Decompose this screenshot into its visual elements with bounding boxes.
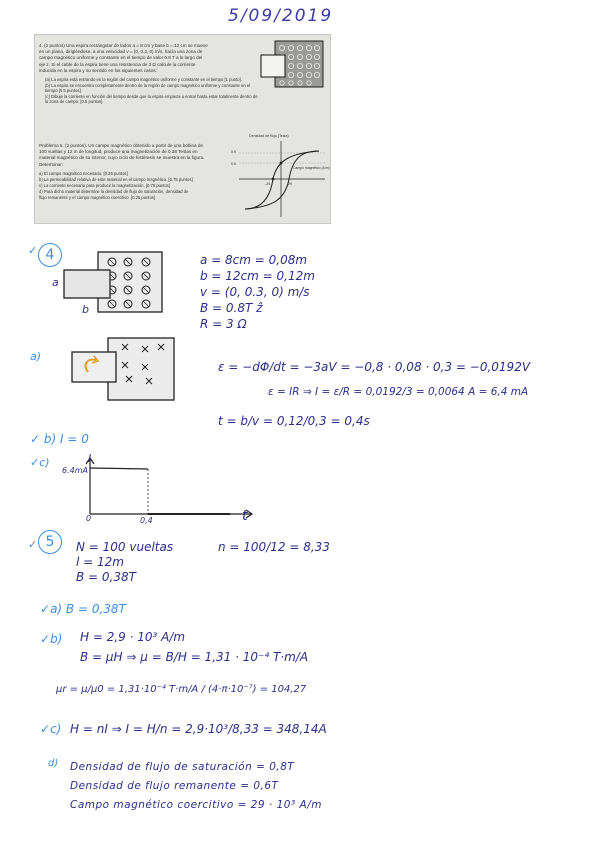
section4-part-b-check: ✓ [30, 432, 44, 446]
section5-part-c-label [40, 722, 61, 736]
section5-number-circle [38, 530, 62, 554]
section5-part-b-line1: H = 2,9 · 10³ A/m [80, 630, 186, 644]
problem5-parts: a) El campo magnético necesario. [0.25 puntos] b) La permeabilidad relativa de este material en el campo magnético. [0.75 puntos] c) La corriente necesaria para producir la magnetización. [0.75 puntos] d) Para dicho material determine la densidad de flujo de saturación, densidad de flujo remanente y el campo magnético coercitivo. [0.25 puntos] [39, 171, 193, 200]
section4-graph-ylabel: I [88, 452, 92, 465]
section4-field-sketch [58, 248, 168, 318]
section5-part-b-label [40, 632, 62, 646]
section4-graph-y-value: 6.4mA [62, 466, 88, 475]
section4-current: ε = IR ⇒ I = ε/R = 0,0192/3 = 0,0064 A = 6,4 mA [268, 386, 529, 398]
section4-graph-xlabel: t [242, 508, 248, 524]
section5-part-b-check: ✓ [40, 632, 51, 646]
section5-part-d-label: d) [48, 758, 59, 769]
section4-time: t = b/v = 0,12/0,3 = 0,4s [218, 414, 370, 428]
section4-current-graph [80, 452, 260, 532]
section5-part-c-text: c) [50, 722, 62, 736]
section5-check: ✓ [28, 538, 38, 551]
section4-part-c-check: ✓ [30, 456, 40, 469]
hysteresis-graph [235, 139, 327, 219]
section5-n: n = 100/12 = 8,33 [218, 540, 330, 554]
given-b: b = 12cm = 0,12m [200, 269, 315, 283]
problem5-intro: Problema 5. (2 puntos). Un campo magnético obtenido a partir de una bobina de 100 vueltas y 12 m de longitud, produce una magnetización de 0.38 Teslas en material magnético de su interior, cuyo ciclo de histéresis se muestra en la figura. Determinar: [39, 143, 205, 167]
problem4-parts: (a) La espira está entrando en la región del campo magnético uniforme y constante en el tiempo [1 punto]. (b) La espira se encuentra completamente dentro de la región de campo magnético uniforme y constante en el tiempo [0.5 puntos]. (c) Dibuje la corriente en función del tiempo desde que la espira empieza a entrar hasta estar totalmente dentro de la zona de campo. [0.5 puntos]. [45, 77, 258, 105]
section5-part-b-line3: μr = μ/μ0 = 1,31·10⁻⁴ T·m/A / (4·π·10⁻⁷) = 104,27 [56, 684, 307, 695]
problem4-intro: 4. (2 puntos) Una espira rectangular de lados a = 8 cm y base b = 12 cm se mueve en un plano, dirigiéndose, a una velocidad v = (0, 0.3, 0) m/s, hacia una zona de campo magnético uniforme y constante en el tiempo de valor 0.8 T a lo largo del eje z. Si el cable de la espira tiene una resistencia de 3 Ω calcule la corriente inducida en la espira y su sentido en los siguientes casos: [39, 43, 208, 73]
section5-part-a-text: a) B = 0,38T [50, 602, 126, 616]
section4-label-b: b [82, 303, 89, 316]
section4-part-b-text: b) I = 0 [43, 432, 89, 446]
section4-graph-origin: 0 [86, 514, 92, 523]
given-R: R = 3 Ω [200, 317, 247, 331]
section5-part-a [40, 602, 126, 616]
section4-part-c-label [30, 456, 50, 469]
section4-emf: ε = −dΦ/dt = −3aV = −0,8 · 0,08 · 0,3 = −0,0192V [218, 360, 531, 374]
hysteresis-y-tick-2: 0.6 [231, 162, 236, 166]
date: 5/09/2019 [228, 6, 334, 26]
remanent-line: Densidad de flujo remanente = 0,6T [70, 780, 279, 792]
section5-givens [76, 540, 173, 585]
exam-photo [34, 34, 331, 224]
section5-part-a-check: ✓ [40, 602, 51, 616]
hysteresis-title: Densidad de flujo (Tesla) [249, 134, 289, 138]
section5-part-b-line2: B = μH ⇒ μ = B/H = 1,31 · 10⁻⁴ T·m/A [80, 650, 309, 664]
given-B5: B = 0,38T [76, 570, 136, 584]
given-l: l = 12m [76, 555, 124, 569]
section5-part-b-text: b) [50, 632, 63, 646]
given-N: N = 100 vueltas [76, 540, 174, 554]
hysteresis-x-tick-1: -29 [265, 182, 271, 186]
section4-number: 4 [45, 247, 55, 263]
section4-label-a: a [52, 276, 59, 289]
given-B: B = 0.8T ẑ [200, 301, 263, 315]
section4-part-a-label: a) [30, 350, 42, 363]
given-a: a = 8cm = 0,08m [200, 253, 308, 267]
section4-givens [200, 252, 315, 332]
section4-part-b [30, 432, 89, 446]
hysteresis-xlabel: Campo magnético (A/m) [293, 166, 330, 170]
section5-part-c-line: H = nI ⇒ I = H/n = 2,9·10³/8,33 = 348,14A [70, 722, 327, 736]
section5-part-d [70, 758, 322, 815]
section4-graph-x-value: 0,4 [140, 516, 153, 525]
coercive-line: Campo magnético coercitivo = 29 · 10³ A/m [70, 799, 322, 811]
section4-part-c-text: c) [39, 456, 50, 469]
problem4-figure [259, 39, 325, 91]
section5-number: 5 [45, 534, 55, 550]
section4-check: ✓ [28, 244, 38, 257]
section4-part-a-sketch [68, 336, 178, 402]
hysteresis-x-tick-2: 29 [288, 182, 292, 186]
hysteresis-y-tick-1: 0.9 [231, 150, 236, 154]
section5-part-c-check: ✓ [40, 722, 51, 736]
given-v: v = (0, 0.3, 0) m/s [200, 285, 310, 299]
saturation-line: Densidad de flujo de saturación = 0,8T [70, 761, 295, 773]
